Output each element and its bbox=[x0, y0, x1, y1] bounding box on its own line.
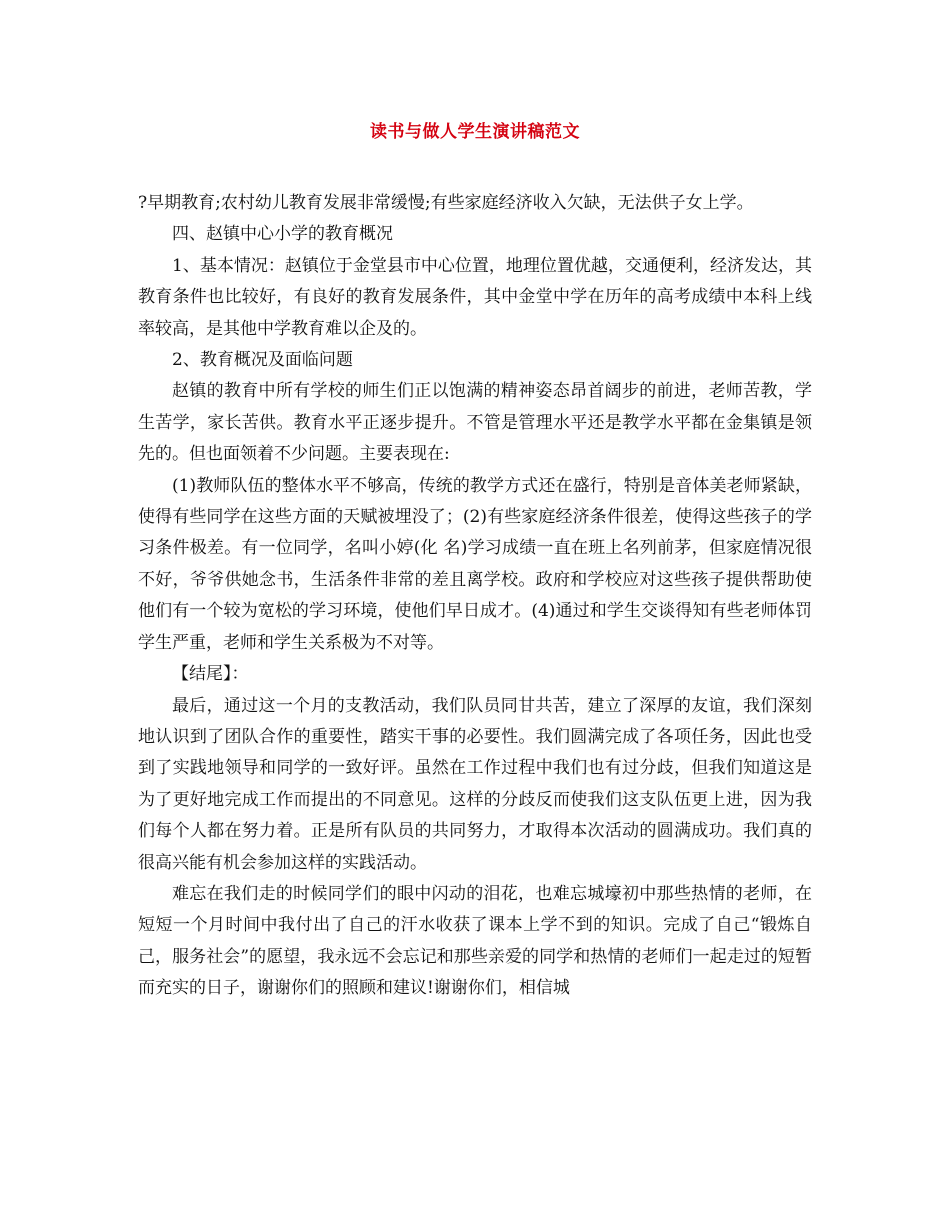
document-body bbox=[138, 188, 812, 1005]
paragraph-8: 最后，通过这一个月的支教活动，我们队员同甘共苦，建立了深厚的友谊，我们深刻地认识到了团队合作的重要性，踏实干事的必要性。我们圆满完成了各项任务，因此也受到了实践地领导和同学的一致好评。虽然在工作过程中我们也有过分歧，但我们知道这是为了更好地完成工作而提出的不同意见。这样的分歧反而使我们这支队伍更上进，因为我们每个人都在努力着。正是所有队员的共同努力，才取得本次活动的圆满成功。我们真的很高兴能有机会参加这样的实践活动。 bbox=[138, 695, 812, 873]
paragraph-7: 【结尾】： bbox=[172, 664, 249, 685]
paragraph-1: ?早期教育;农村幼儿教育发展非常缓慢;有些家庭经济收入欠缺，无法供子女上学。 bbox=[138, 193, 754, 213]
paragraph-4: 2、教育概况及面临问题 bbox=[172, 350, 353, 371]
paragraph-2: 四、赵镇中心小学的教育概况 bbox=[172, 224, 393, 245]
paragraph-3: 1、基本情况：赵镇位于金堂县市中心位置，地理位置优越，交通便利，经济发达，其教育条件也比较好，有良好的教育发展条件，其中金堂中学在历年的高考成绩中本科上线率较高，是其他中学教育难以企及的。 bbox=[138, 255, 812, 339]
paragraph-9: 难忘在我们走的时候同学们的眼中闪动的泪花，也难忘城壕初中那些热情的老师，在短短一个月时间中我付出了自己的汗水收获了课本上学不到的知识。完成了自己“锻炼自己，服务社会”的愿望，我永远不会忘记和那些亲爱的同学和热情的老师们一起走过的短暂而充实的日子，谢谢你们的照顾和建议!谢谢你们，相信城 bbox=[138, 883, 812, 999]
paragraph-5: 赵镇的教育中所有学校的师生们正以饱满的精神姿态昂首阔步的前进，老师苦教，学生苦学，家长苦供。教育水平正逐步提升。不管是管理水平还是教学水平都在金集镇是领先的。但也面领着不少问题。主要表现在: bbox=[138, 381, 812, 465]
document-title: 读书与做人学生演讲稿范文 bbox=[370, 122, 580, 142]
paragraph-6: (1)教师队伍的整体水平不够高，传统的教学方式还在盛行，特别是音体美老师紧缺，使得有些同学在这些方面的天赋被埋没了；(2)有些家庭经济条件很差，使得这些孩子的学习条件极差。有一位同学，名叫小婷(化 名)学习成绩一直在班上名列前茅，但家庭情况很不好，爷爷供她念书，生活条件非常的差且离学校。政府和学校应对这些孩子提供帮助使他们有一个较为宽松的学习环境，使他们早日成才。(4)通过和学生交谈得知有些老师体罚学生严重，老师和学生关系极为不对等。 bbox=[138, 475, 812, 653]
